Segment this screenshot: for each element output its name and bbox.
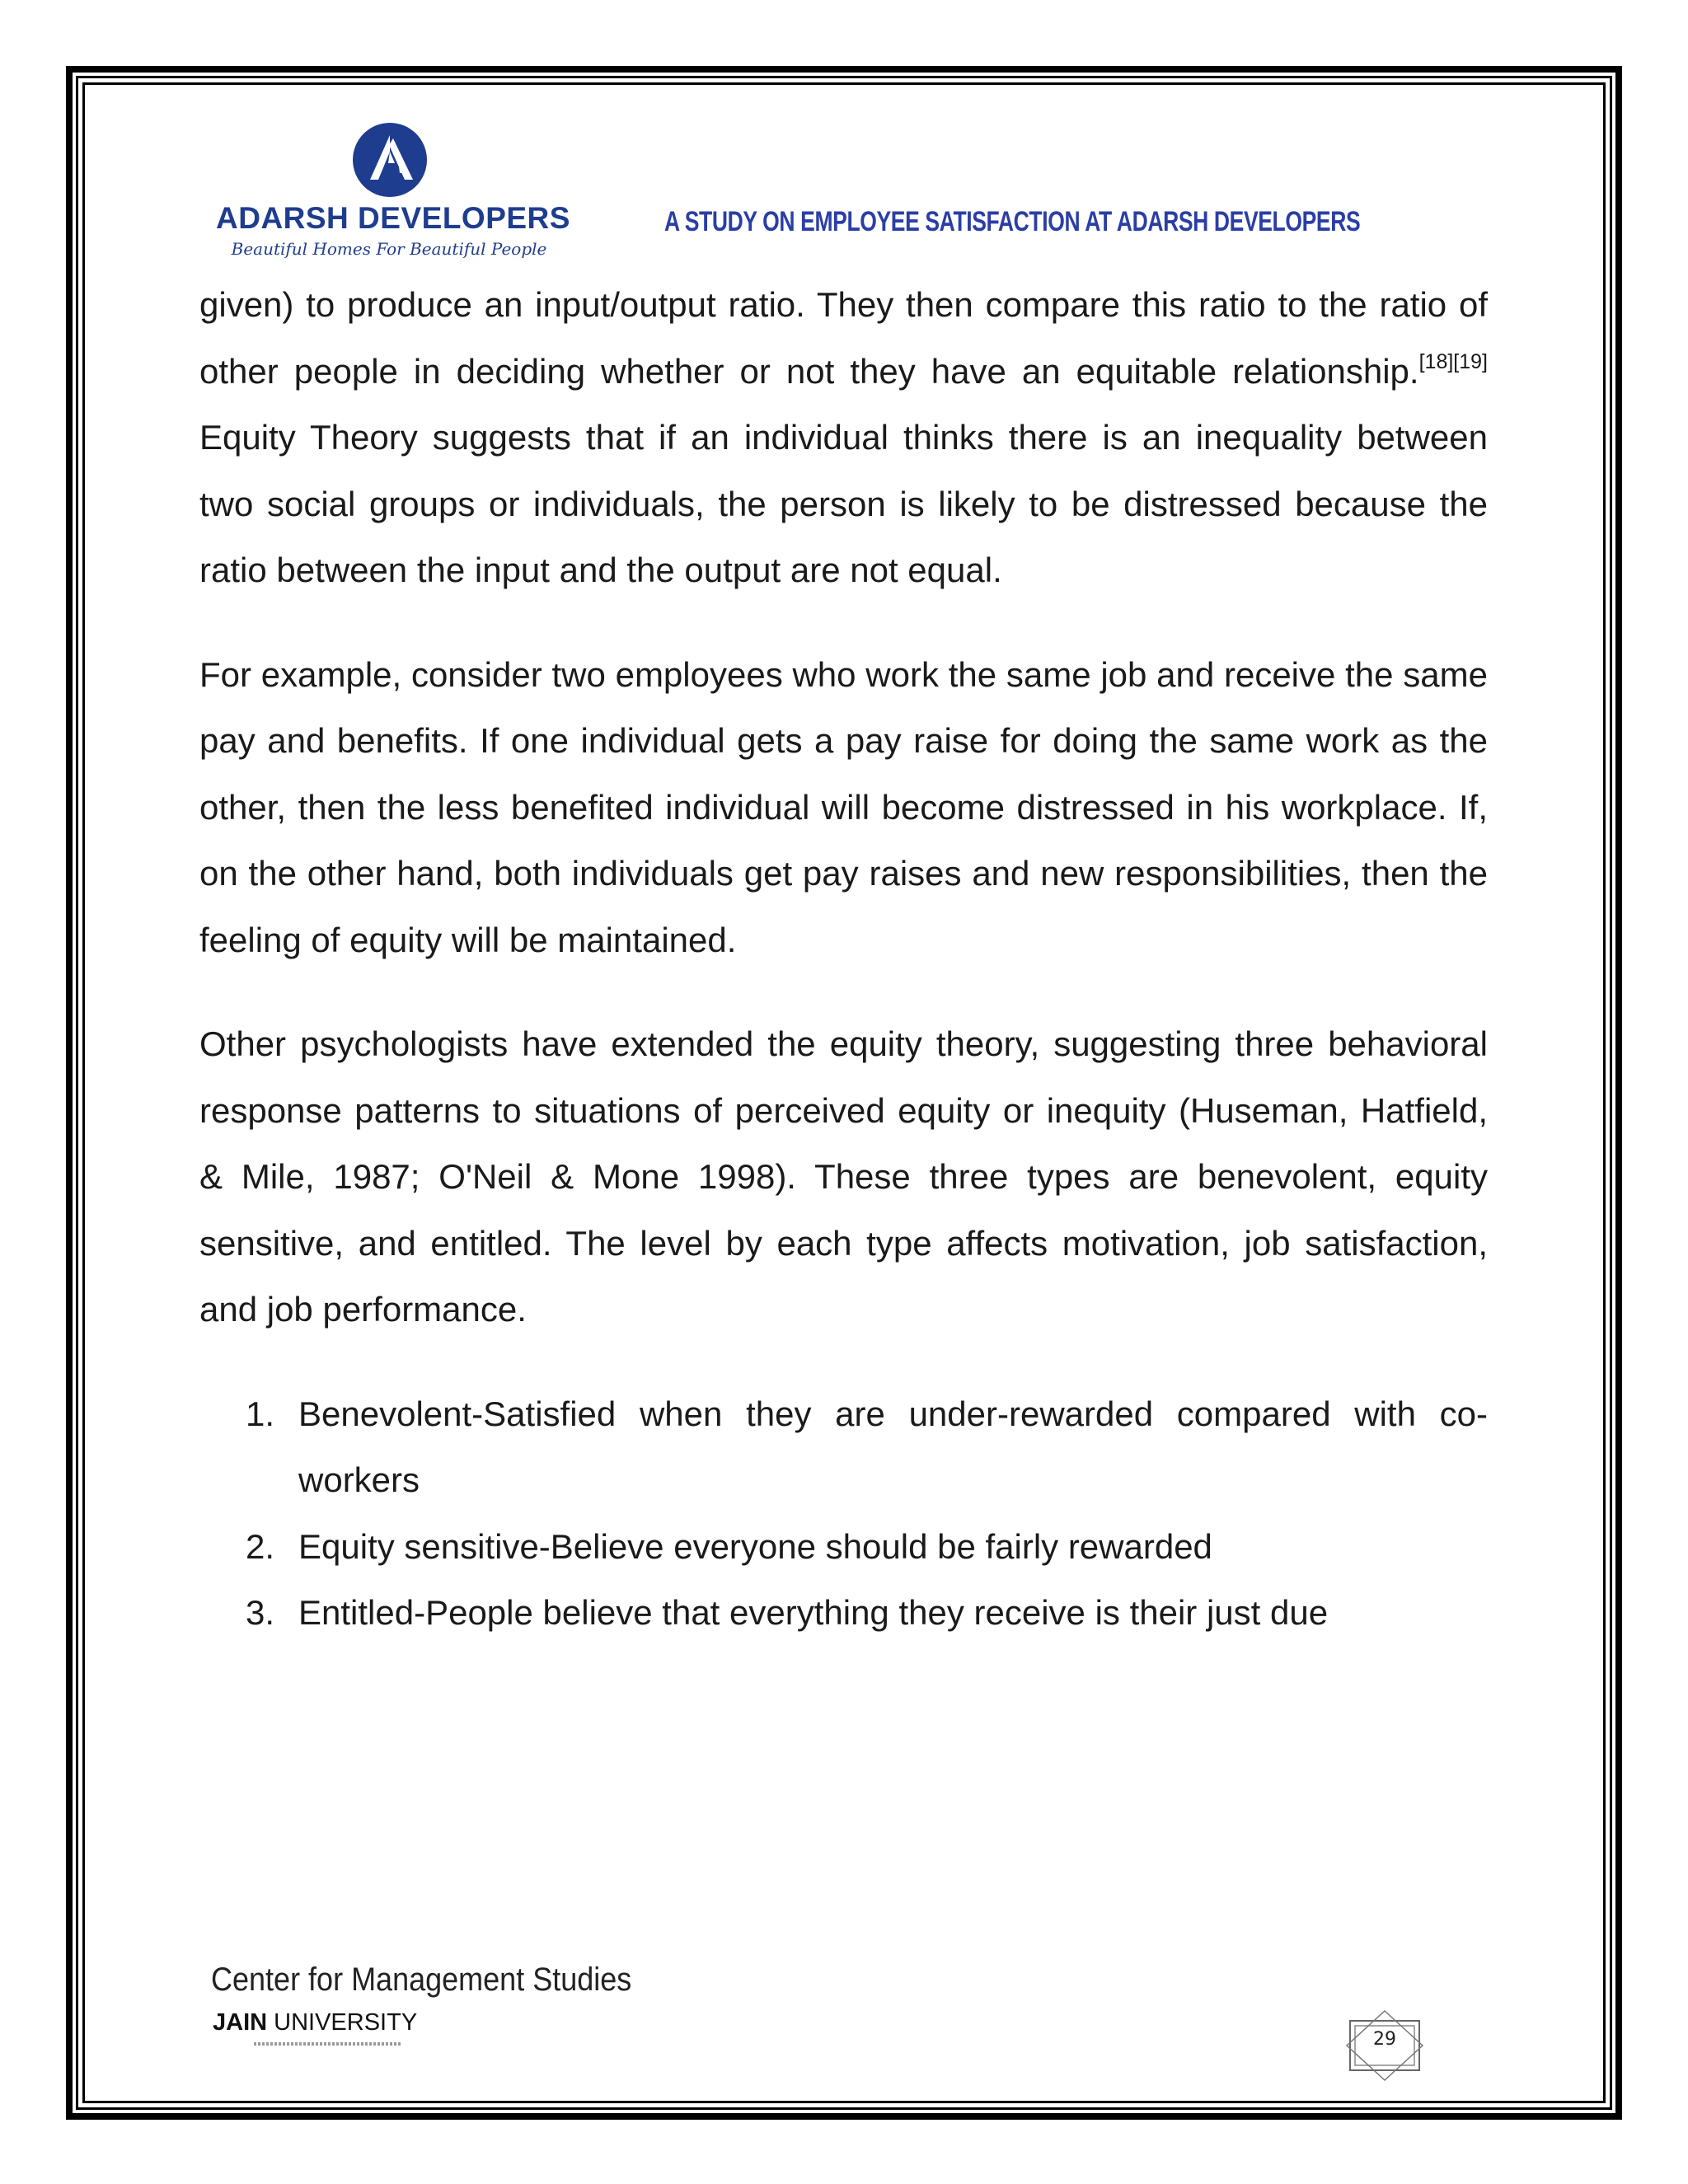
logo-tagline: Beautiful Homes For Beautiful People: [231, 239, 547, 259]
paragraph-text: given) to produce an input/output ratio. They then compare this ratio to the ratio of other people in deciding whether or not they have an equitable relationship.: [199, 285, 1488, 391]
paragraph-example: For example, consider two employees who work the same job and receive the same pay and benefits. If one individual gets a pay raise for doing the same work as the other, then the less benefited individual will become distressed in his workplace. If, on the other hand, both individuals get pay raises and new responsibilities, then the feeling of equity will be maintained.: [199, 654, 1488, 959]
footer-organization: Center for Management Studies: [211, 1961, 632, 1998]
equity-types-list: [199, 1381, 1488, 1647]
paragraph-equity-ratio: [199, 272, 1488, 604]
footer-university-bold: JAIN: [213, 2009, 268, 2036]
page-body: [199, 272, 1488, 1647]
citation-superscript: [18][19]: [1418, 349, 1488, 373]
company-logo: [216, 122, 570, 264]
list-item: [199, 1514, 1488, 1581]
footer-fine-print-line: [254, 2042, 402, 2046]
list-item: [199, 1381, 1488, 1514]
list-item-number: 1.: [246, 1394, 275, 1433]
footer-university: [213, 2009, 417, 2036]
list-item-number: 2.: [246, 1526, 275, 1566]
paragraph-text: Equity Theory suggests that if an individual thinks there is an inequality between two social groups or individuals, the person is likely to be distressed because the ratio between the input and the output are not equal.: [199, 418, 1488, 589]
paragraph-response-patterns: Other psychologists have extended the equity theory, suggesting three behavioral response patterns to situations of perceived equity or inequity (Huseman, Hatfield, & Mile, 1987; O'Neil & Mone 1998). These three types are benevolent, equity sensitive, and entitled. The level by each type affects motivation, job satisfaction, and job performance.: [199, 1024, 1488, 1329]
footer-university-rest: UNIVERSITY: [267, 2009, 418, 2036]
list-item-text: Entitled-People believe that everything they receive is their just due: [298, 1593, 1329, 1632]
list-item: [199, 1580, 1488, 1647]
running-header-title: A STUDY ON EMPLOYEE SATISFACTION AT ADARSH DEVELOPERS: [664, 206, 1361, 237]
page-number: 29: [1373, 2029, 1396, 2050]
logo-company-name: ADARSH DEVELOPERS: [216, 201, 570, 235]
list-item-number: 3.: [246, 1593, 275, 1632]
list-item-text: Benevolent-Satisfied when they are under-rewarded compared with co-workers: [298, 1394, 1488, 1499]
adarsh-triangle-logo-icon: [352, 122, 428, 198]
list-item-text: Equity sensitive-Believe everyone should be fairly rewarded: [298, 1526, 1212, 1566]
